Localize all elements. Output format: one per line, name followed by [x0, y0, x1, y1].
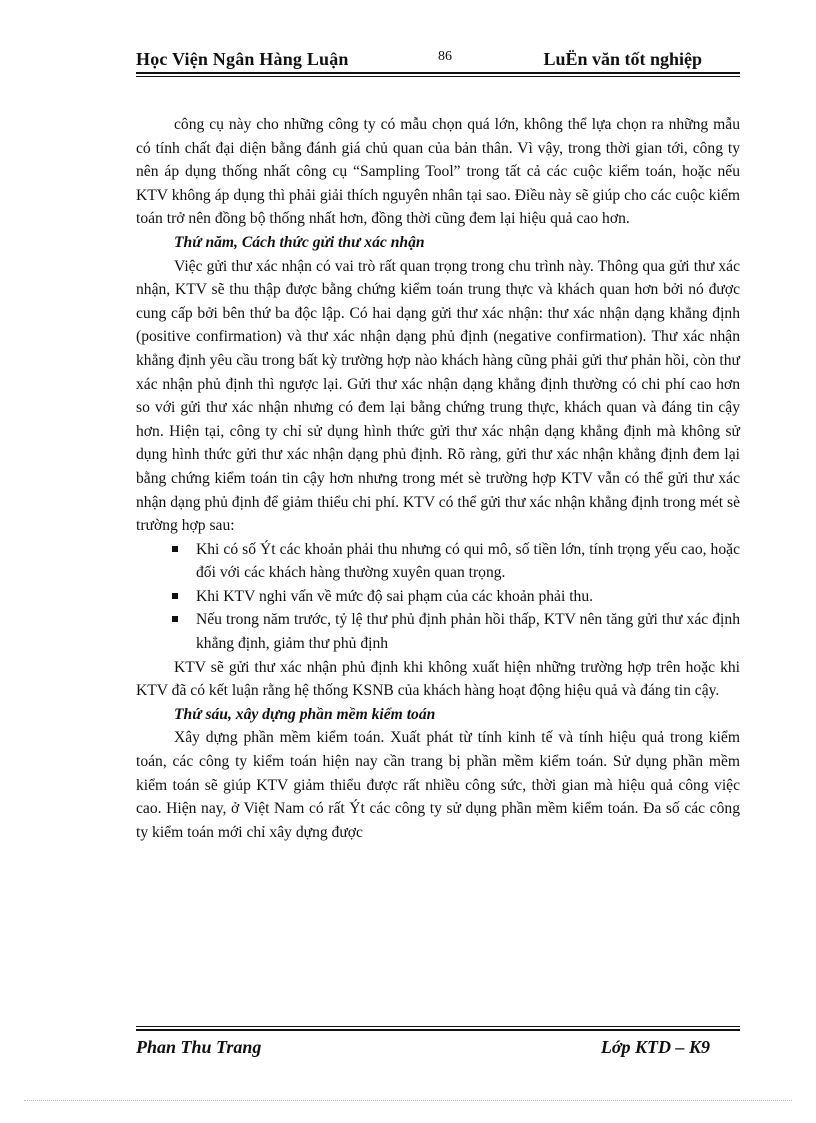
paragraph: công cụ này cho những công ty có mẫu chọn quá lớn, không thể lựa chọn ra những mẫu có tính chất đại diện bằng đánh giá chủ quan của bản thân. Vì vậy, trong thời gian tới, công ty nên áp dụng thống nhất công cụ “Sampling Tool” trong tất cả các cuộc kiểm toán, hoặc nếu KTV không áp dụng thì phải giải thích nguyên nhân tại sao. Điều này sẽ giúp cho các cuộc kiểm toán trở nên đồng bộ thống nhất hơn, đồng thời cũng đem lại hiệu quả cao hơn.	[136, 116, 740, 228]
list-item	[136, 538, 740, 585]
list-item-text: Nếu trong năm trước, tỷ lệ thư phủ định phản hồi thấp, KTV nên tăng gửi thư xác định khẳng định, giảm thư phủ định	[196, 611, 740, 653]
page-footer	[136, 1026, 740, 1066]
square-bullet-icon	[172, 593, 178, 599]
header-rule-thick	[136, 72, 740, 74]
paragraph: Việc gửi thư xác nhận có vai trò rất quan trọng trong chu trình này. Thông qua gửi thư xác nhận, KTV sẽ thu thập được bằng chứng kiểm toán trung thực và khách quan hơn bởi nó được cung cấp bởi bên thứ ba độc lập. Có hai dạng gửi thư xác nhận: thư xác nhận dạng khẳng định (positive confirmation) và thư xác nhận dạng phủ định (negative confirmation). Thư xác nhận khẳng định yêu cầu trong bất kỳ trường hợp nào khách hàng cũng phải gửi thư phản hồi, còn thư xác nhận phủ định thì ngược lại. Gửi thư xác nhận dạng khẳng định thường có chi phí cao hơn so với gửi thư xác nhận nhưng có đem lại bằng chứng trung thực, khách quan và đáng tin cậy hơn. Hiện tại, công ty chỉ sử dụng hình thức gửi thư xác nhận dạng khẳng định mà không sử dụng hình thức gửi thư xác nhận dạng phủ định. Rõ ràng, gửi thư xác nhận khẳng định đem lại bằng chứng kiểm toán tin cậy hơn nhưng trong mét sè trường hợp KTV vẫn có thể gửi thư xác nhận dạng phủ định để giảm thiểu chi phí. KTV có thể gửi thư xác nhận khẳng định trong mét sè trường hợp sau:	[136, 257, 740, 535]
header-document-type: LuËn văn tốt nghiệp	[543, 49, 702, 69]
list-item	[136, 608, 740, 655]
paragraph: Xây dựng phần mềm kiểm toán. Xuất phát từ tính kinh tế và tính hiệu quả trong kiểm toán, các công ty kiểm toán hiện nay cần trang bị phần mềm kiểm toán. Sử dụng phần mềm kiểm toán sẽ giúp KTV giảm thiểu được rất nhiều công sức, thời gian mà hiệu quả công việc cao. Hiện nay, ở Việt Nam có rất Ýt các công ty sử dụng phần mềm kiểm toán. Đa số các công ty kiểm toán mới chỉ xây dựng được	[136, 729, 740, 841]
footer-author: Phan Thu Trang	[136, 1037, 262, 1057]
section-heading-fifth: Thứ năm, Cách thức gửi thư xác nhận	[174, 233, 425, 251]
page-header	[136, 46, 740, 76]
paragraph: KTV sẽ gửi thư xác nhận phủ định khi không xuất hiện những trường hợp trên hoặc khi KTV đã có kết luận rằng hệ thống KSNB của khách hàng hoạt động hiệu quả và đáng tin cậy.	[136, 658, 740, 700]
header-institution: Học Viện Ngân Hàng Luận	[136, 49, 349, 69]
header-rule-thin	[136, 76, 740, 77]
page-bottom-divider	[24, 1100, 792, 1101]
list-item	[136, 585, 740, 609]
footer-rule-thick	[136, 1029, 740, 1031]
section-heading-sixth: Thứ sáu, xây dựng phần mềm kiểm toán	[174, 705, 436, 723]
square-bullet-icon	[172, 546, 178, 552]
list-item-text: Khi có số Ýt các khoản phải thu nhưng có qui mô, số tiền lớn, tính trọng yếu cao, hoặc đối với các khách hàng thường xuyên quan trọng.	[196, 540, 740, 582]
square-bullet-icon	[172, 616, 178, 622]
page-body	[136, 113, 740, 844]
footer-class: Lớp KTD – K9	[600, 1037, 710, 1057]
list-item-text: Khi KTV nghi vấn về mức độ sai phạm của các khoản phải thu.	[196, 587, 594, 605]
bullet-list	[136, 538, 740, 656]
footer-rule-thin	[136, 1026, 740, 1027]
page-number: 86	[438, 49, 452, 64]
